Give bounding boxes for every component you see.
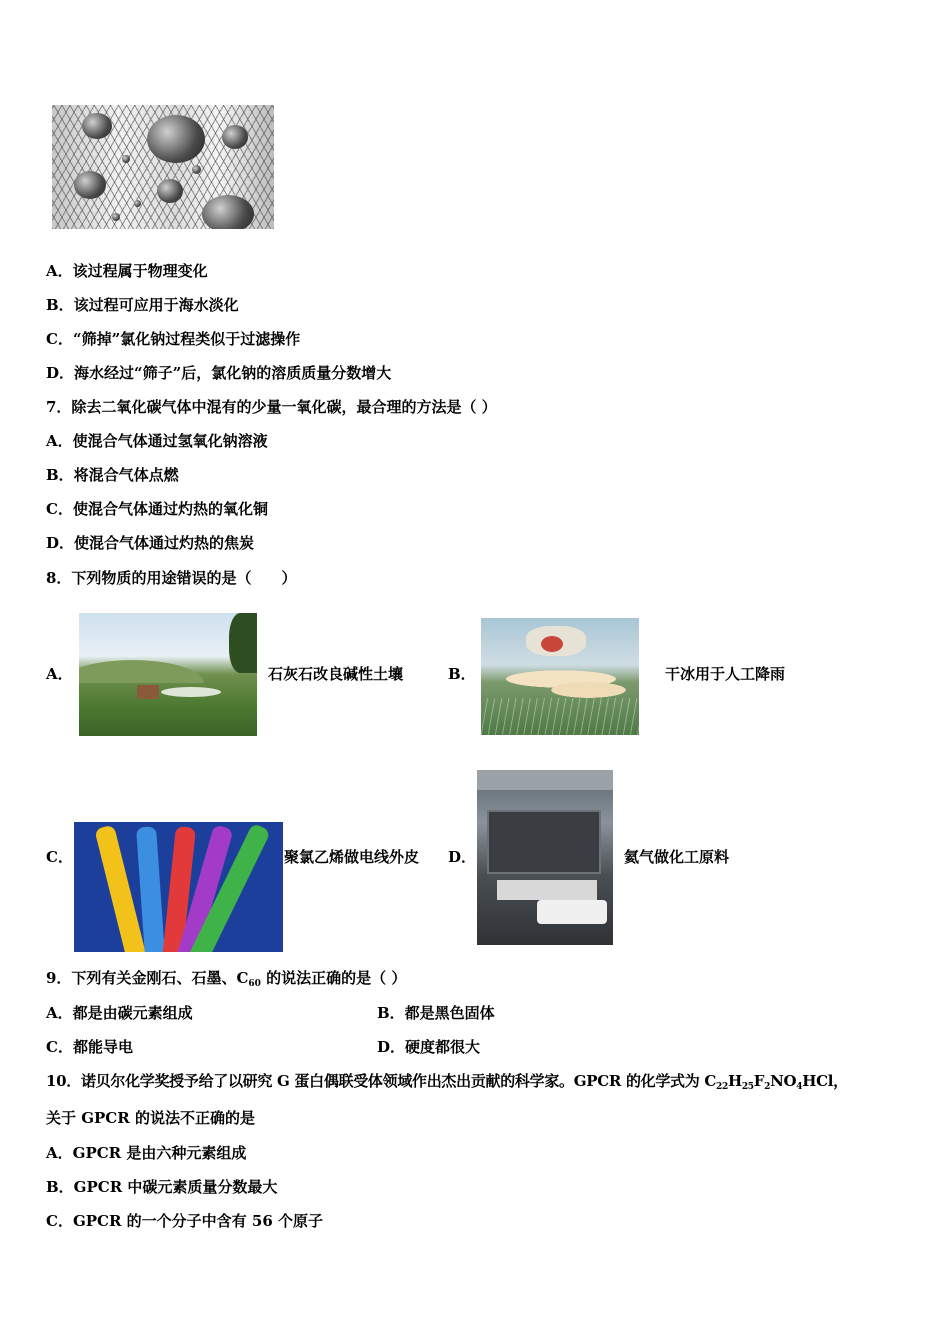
q8-stem: 8．下列物质的用途错误的是（ ） <box>46 569 297 587</box>
q10-stem-line1 <box>46 1071 848 1097</box>
q8-option-b-caption: 干冰用于人工降雨 <box>665 665 786 683</box>
q6-option-b: B．该过程可应用于海水淡化 <box>46 296 239 314</box>
q9-option-c: C．都能导电 <box>46 1038 133 1056</box>
q9-stem <box>46 968 406 994</box>
colored-wires-image <box>74 822 283 952</box>
formula-subscript: 22 <box>716 1082 728 1092</box>
cartoon-airplane-rain-image <box>481 618 639 735</box>
q10-option-c: C．GPCR 的一个分子中含有 56 个原子 <box>46 1212 323 1230</box>
q8-option-d-letter: D． <box>448 848 477 866</box>
formula-symbol: H <box>727 1072 742 1090</box>
q8-option-c-letter: C． <box>46 848 73 866</box>
gpcr-formula <box>704 1072 847 1090</box>
q7-stem: 7．除去二氧化碳气体中混有的少量一氧化碳，最合理的方法是（ ） <box>46 398 497 416</box>
q6-option-c: C．“筛掉”氯化钠过程类似于过滤操作 <box>46 330 301 348</box>
q9-option-d: D．硬度都很大 <box>377 1038 481 1056</box>
formula-subscript: 25 <box>741 1082 754 1092</box>
q6-option-a: A．该过程属于物理变化 <box>46 262 208 280</box>
q9-option-a: A．都是由碳元素组成 <box>46 1004 193 1022</box>
q10-option-a: A．GPCR 是由六种元素组成 <box>46 1144 247 1162</box>
q7-option-b: B．将混合气体点燃 <box>46 466 179 484</box>
q7-option-a: A．使混合气体通过氢氧化钠溶液 <box>46 432 268 450</box>
q7-option-c: C．使混合气体通过灼热的氧化铜 <box>46 500 268 518</box>
q8-option-c-caption: 聚氯乙烯做电线外皮 <box>284 848 420 866</box>
q10-option-b: B．GPCR 中碳元素质量分数最大 <box>46 1178 278 1196</box>
formula-symbol: HCl， <box>802 1072 848 1090</box>
graphene-sieve-image <box>52 105 274 229</box>
formula-symbol: NO <box>770 1072 797 1090</box>
q9-option-b: B．都是黑色固体 <box>377 1004 495 1022</box>
formula-symbol: C <box>704 1072 717 1090</box>
formula-subscript: 2 <box>764 1082 771 1092</box>
q10-stem-line2: 关于 GPCR 的说法不正确的是 <box>46 1109 255 1127</box>
factory-machine-image <box>477 770 613 945</box>
formula-subscript: 4 <box>796 1082 803 1092</box>
q8-option-a-letter: A． <box>46 665 73 683</box>
q9-stem-text: 9．下列有关金刚石、石墨、C <box>46 969 249 987</box>
q9-stem-text-end: 的说法正确的是（ ） <box>260 969 407 987</box>
q8-option-a-caption: 石灰石改良碱性土壤 <box>268 665 404 683</box>
q8-option-b-letter: B． <box>448 665 476 683</box>
q7-option-d: D．使混合气体通过灼热的焦炭 <box>46 534 255 552</box>
farmland-image <box>79 613 257 736</box>
q8-option-d-caption: 氦气做化工原料 <box>624 848 730 866</box>
q6-option-d: D．海水经过“筛子”后，氯化钠的溶质质量分数增大 <box>46 364 392 382</box>
formula-symbol: F <box>753 1072 765 1090</box>
q9-stem-subscript: 60 <box>248 979 261 989</box>
q10-stem-text: 10．诺贝尔化学奖授予给了以研究 G 蛋白偶联受体领域作出杰出贡献的科学家。GPCR 的化学式为 <box>46 1072 705 1090</box>
